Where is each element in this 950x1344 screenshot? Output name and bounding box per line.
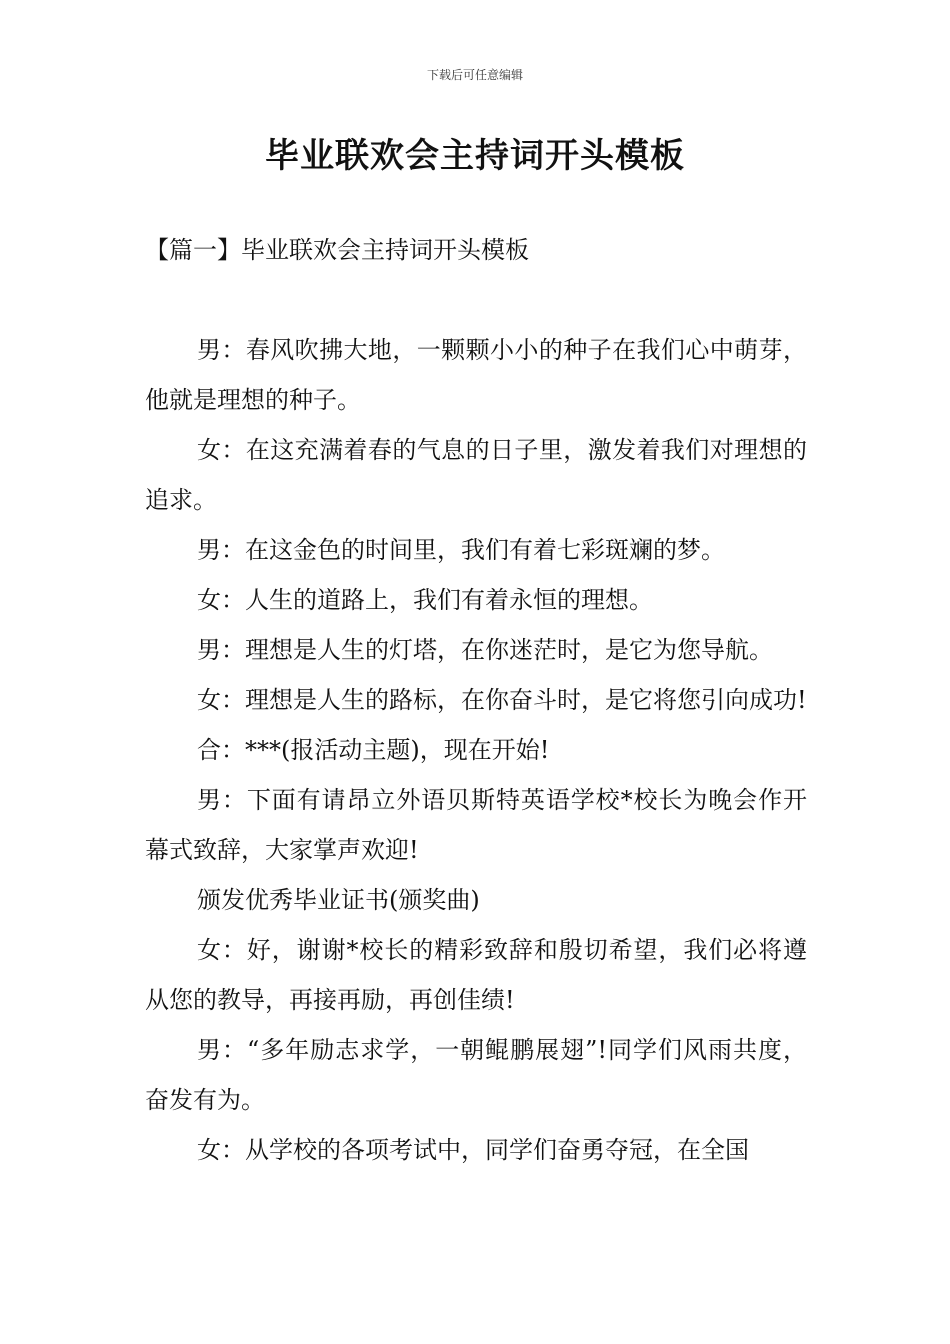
paragraph: 颁发优秀毕业证书(颁奖曲) — [197, 886, 480, 914]
paragraph: 男：在这金色的时间里，我们有着七彩斑斓的梦。 — [197, 536, 725, 564]
paragraph: 男：理想是人生的灯塔，在你迷茫时，是它为您导航。 — [197, 636, 773, 664]
paragraph: 女：理想是人生的路标，在你奋斗时，是它将您引向成功! — [197, 686, 807, 714]
header-note: 下载后可任意编辑 — [426, 68, 523, 82]
paragraph: 男：春风吹拂大地，一颗颗小小的种子在我们心中萌芽，他就是理想的种子。 — [145, 336, 807, 414]
document-title: 毕业联欢会主持词开头模板 — [265, 136, 685, 176]
paragraph: 合：***(报活动主题)，现在开始! — [197, 736, 550, 764]
paragraph: 女：好，谢谢*校长的精彩致辞和殷切希望，我们必将遵从您的教导，再接再励，再创佳绩! — [145, 936, 807, 1014]
paragraph: 女：从学校的各项考试中，同学们奋勇夺冠，在全国 — [197, 1136, 749, 1164]
section-heading: 【篇一】毕业联欢会主持词开头模板 — [145, 236, 529, 264]
document-body — [145, 325, 807, 1175]
paragraph: 男：下面有请昂立外语贝斯特英语学校*校长为晚会作开幕式致辞，大家掌声欢迎! — [145, 786, 807, 864]
paragraph: 女：在这充满着春的气息的日子里，激发着我们对理想的追求。 — [145, 436, 807, 514]
paragraph: 男：“多年励志求学，一朝鲲鹏展翅”!同学们风雨共度，奋发有为。 — [145, 1036, 807, 1114]
paragraph: 女：人生的道路上，我们有着永恒的理想。 — [197, 586, 653, 614]
